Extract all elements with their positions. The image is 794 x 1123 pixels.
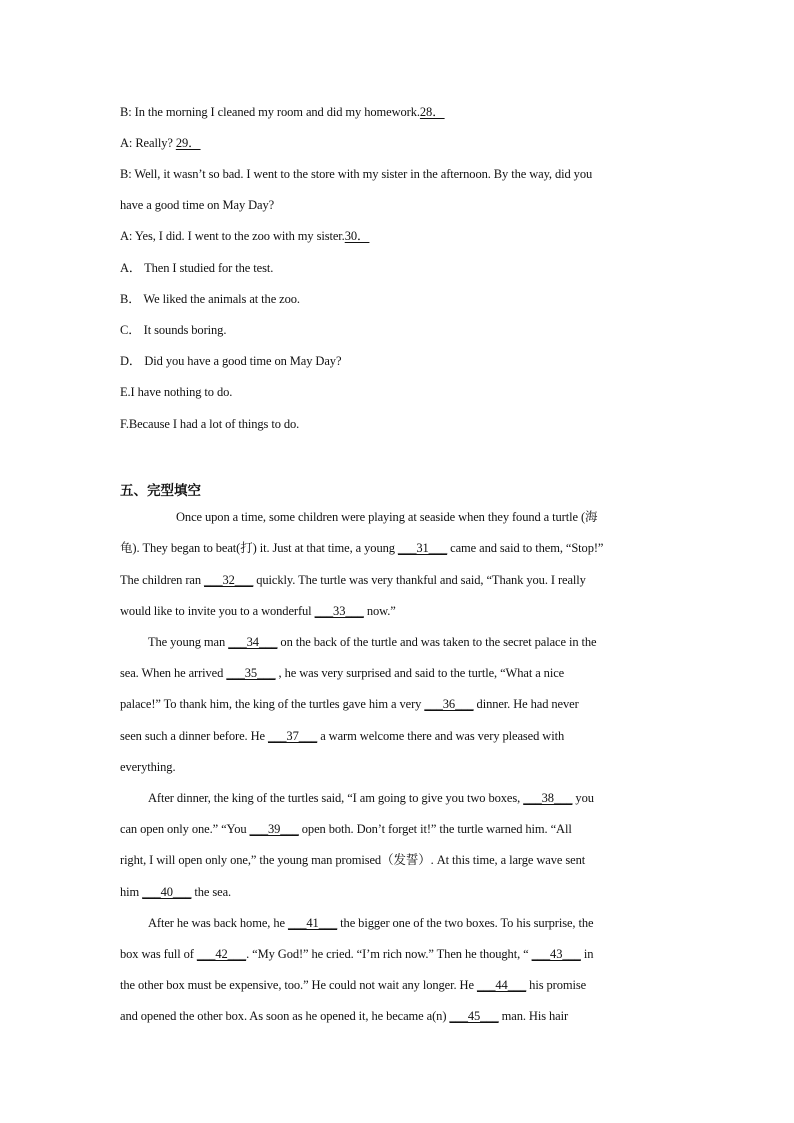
dialogue-text: A: Yes, I did. I went to the zoo with my sister. [120, 229, 345, 243]
passage-line [120, 851, 680, 869]
passage-text: open both. Don’t forget it!” the turtle warned him. “All [298, 822, 572, 836]
passage-line [120, 602, 680, 620]
option-d: D． Did you have a good time on May Day? [120, 354, 342, 368]
cloze-blank-43[interactable]: ___43___ [531, 947, 581, 961]
passage-text: can open only one.” “You [120, 822, 250, 836]
dialogue-line [120, 227, 680, 245]
passage-line [120, 664, 680, 682]
passage-text: the other box must be expensive, too.” He could not wait any longer. He [120, 978, 477, 992]
passage-text: his promise [526, 978, 587, 992]
passage-text: dinner. He had never [473, 697, 579, 711]
passage-text: the bigger one of the two boxes. To his surprise, the [337, 916, 594, 930]
dialogue-line [120, 196, 680, 214]
passage-text: quickly. The turtle was very thankful and said, “Thank you. I really [253, 573, 586, 587]
passage-text: sea. When he arrived [120, 666, 227, 680]
dialogue-text: have a good time on May Day? [120, 198, 275, 212]
option-b: B． We liked the animals at the zoo. [120, 292, 300, 306]
cloze-blank-34[interactable]: ___34___ [228, 635, 278, 649]
passage-text: right, I will open only one,” the young man promised（发誓）. At this time, a large wave sent [120, 853, 586, 867]
cloze-blank-45[interactable]: ___45___ [449, 1009, 499, 1023]
cloze-blank-32[interactable]: ___32___ [204, 573, 254, 587]
option-c: C． It sounds boring. [120, 323, 227, 337]
passage-text: everything. [120, 760, 176, 774]
cloze-blank-33[interactable]: ___33___ [314, 604, 364, 618]
passage-text: a warm welcome there and was very pleased with [317, 729, 565, 743]
dialogue-line [120, 134, 680, 152]
passage-text: man. His hair [498, 1009, 569, 1023]
dialogue-text: B: In the morning I cleaned my room and did my homework. [120, 105, 420, 119]
passage-text: The young man [148, 635, 229, 649]
option-e: E.I have nothing to do. [120, 385, 233, 399]
cloze-blank-42[interactable]: ___42___ [196, 947, 247, 961]
passage-text: After dinner, the king of the turtles said, “I am going to give you two boxes, [148, 791, 524, 805]
passage-text: . “My God!” he cried. “I’m rich now.” Then he thought, “ [246, 947, 532, 961]
answer-blank-29[interactable]: 29． [175, 136, 201, 150]
dialogue-line [120, 165, 680, 183]
passage-line [120, 976, 680, 994]
cloze-blank-41[interactable]: ___41___ [287, 916, 338, 930]
cloze-blank-37[interactable]: ___37___ [267, 729, 318, 743]
passage-text: you [572, 791, 594, 805]
passage-text: would like to invite you to a wonderful [120, 604, 315, 618]
cloze-blank-40[interactable]: ___40___ [142, 885, 192, 899]
passage-line [148, 914, 708, 932]
dialogue-line [120, 103, 680, 121]
passage-line [120, 539, 680, 557]
passage-text: came and said to them, “Stop!” [447, 541, 604, 555]
passage-line [148, 633, 708, 651]
passage-line [120, 820, 680, 838]
section-title: 五、完型填空 [120, 483, 201, 499]
passage-text: in [580, 947, 594, 961]
dialogue-text: B: Well, it wasn’t so bad. I went to the store with my sister in the afternoon. By the way, did you [120, 167, 593, 181]
passage-text: palace!” To thank him, the king of the turtles gave him a very [120, 697, 425, 711]
passage-text: 龟). They began to beat(打) it. Just at that time, a young [120, 541, 398, 555]
passage-text: box was full of [120, 947, 197, 961]
cloze-blank-35[interactable]: ___35___ [226, 666, 276, 680]
passage-text: on the back of the turtle and was taken to the secret palace in the [277, 635, 597, 649]
passage-text: and opened the other box. As soon as he opened it, he became a(n) [120, 1009, 450, 1023]
passage-text: him [120, 885, 143, 899]
passage-text: the sea. [191, 885, 232, 899]
cloze-blank-39[interactable]: ___39___ [249, 822, 299, 836]
passage-text: now.” [363, 604, 396, 618]
answer-blank-30[interactable]: 30． [344, 229, 370, 243]
passage-line [120, 695, 680, 713]
passage-line [120, 727, 680, 745]
passage-text: seen such a dinner before. He [120, 729, 268, 743]
dialogue-text: A: Really? [120, 136, 176, 150]
cloze-blank-31[interactable]: ___31___ [397, 541, 448, 555]
passage-line [120, 1007, 680, 1025]
passage-line [120, 883, 680, 901]
passage-line [120, 945, 680, 963]
passage-line [120, 571, 680, 589]
passage-line [176, 508, 736, 526]
cloze-blank-38[interactable]: ___38___ [523, 791, 573, 805]
answer-blank-28[interactable]: 28． [419, 105, 445, 119]
option-a: A． Then I studied for the test. [120, 261, 274, 275]
passage-line [120, 758, 680, 776]
passage-text: , he was very surprised and said to the turtle, “What a nice [275, 666, 565, 680]
passage-text: The children ran [120, 573, 205, 587]
passage-text: Once upon a time, some children were playing at seaside when they found a turtle (海 [176, 510, 598, 524]
cloze-blank-44[interactable]: ___44___ [476, 978, 527, 992]
option-f: F.Because I had a lot of things to do. [120, 417, 300, 431]
cloze-blank-36[interactable]: ___36___ [424, 697, 474, 711]
passage-line [148, 789, 708, 807]
passage-text: After he was back home, he [148, 916, 288, 930]
